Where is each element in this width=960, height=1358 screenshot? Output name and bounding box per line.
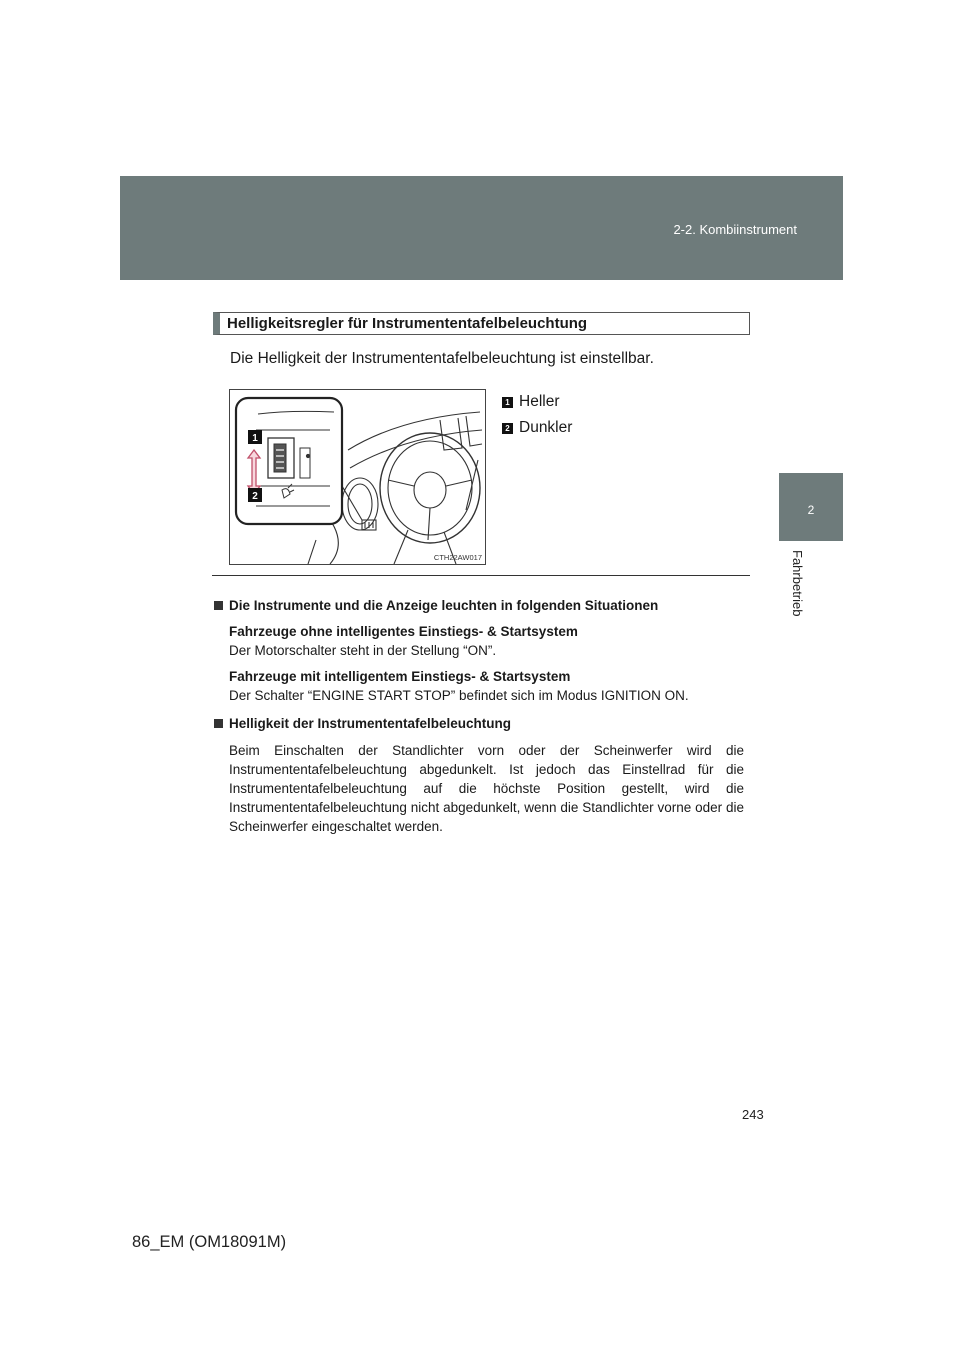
- note-body: [213, 622, 744, 705]
- square-bullet-icon: [214, 601, 223, 610]
- note-text: Beim Einschalten der Standlichter vorn oder der Scheinwerfer wird die Instrumententafelbeleuchtung abgedunkelt. Ist jedoch das Einstellrad für die Instrumententafelbeleuchtung auf die höchste Position gestellt, wird die Instrumententafelbeleuchtung nicht abgedunkelt, wenn die Standlichter vorne oder die Scheinwerfer eingeschaltet werden.: [229, 743, 744, 834]
- dashboard-drawing: [230, 390, 485, 564]
- section-intro: Die Helligkeit der Instrumententafelbeleuchtung ist einstellbar.: [230, 350, 654, 367]
- legend-label: Heller: [519, 393, 560, 410]
- section-title: Helligkeitsregler für Instrumententafelbeleuchtung: [213, 312, 750, 335]
- chapter-label: [787, 550, 807, 630]
- legend-item: [502, 415, 572, 441]
- chapter-tab[interactable]: [779, 473, 843, 541]
- legend-badge: 1: [502, 397, 513, 408]
- chapter-label-text: Fahrbetrieb: [790, 550, 805, 617]
- note-subheading: Fahrzeuge mit intelligentem Einstiegs- & Startsystem: [229, 669, 571, 684]
- note-heading: Die Instrumente und die Anzeige leuchten in folgenden Situationen: [213, 596, 744, 615]
- header-section-title: 2-2. Kombiinstrument: [673, 222, 797, 237]
- page-number: 243: [742, 1107, 764, 1122]
- note-heading: Helligkeit der Instrumententafelbeleuchtung: [213, 714, 744, 733]
- note-body: [213, 741, 744, 836]
- dashboard-illustration: [229, 389, 486, 565]
- legend-label: Dunkler: [519, 419, 573, 436]
- note-block: [213, 714, 744, 836]
- square-bullet-icon: [214, 719, 223, 728]
- notes: [213, 596, 744, 845]
- figure-code: CTH22AW017: [433, 553, 482, 562]
- section-divider: [212, 575, 750, 576]
- legend-badge: 2: [502, 423, 513, 434]
- figure-legend: [502, 389, 572, 441]
- badge-2-label: 2: [252, 491, 258, 502]
- chapter-tab-number: 2: [807, 503, 815, 517]
- legend-item: [502, 389, 572, 415]
- note-subheading: Fahrzeuge ohne intelligentes Einstiegs- & Startsystem: [229, 624, 578, 639]
- note-text: Der Motorschalter steht in der Stellung “ON”.: [229, 643, 497, 658]
- document-id: 86_EM (OM18091M): [132, 1233, 287, 1251]
- note-block: [213, 596, 744, 705]
- note-text: Der Schalter “ENGINE START STOP” befindet sich im Modus IGNITION ON.: [229, 688, 689, 703]
- badge-1-label: 1: [252, 433, 258, 444]
- header-band: [120, 176, 843, 280]
